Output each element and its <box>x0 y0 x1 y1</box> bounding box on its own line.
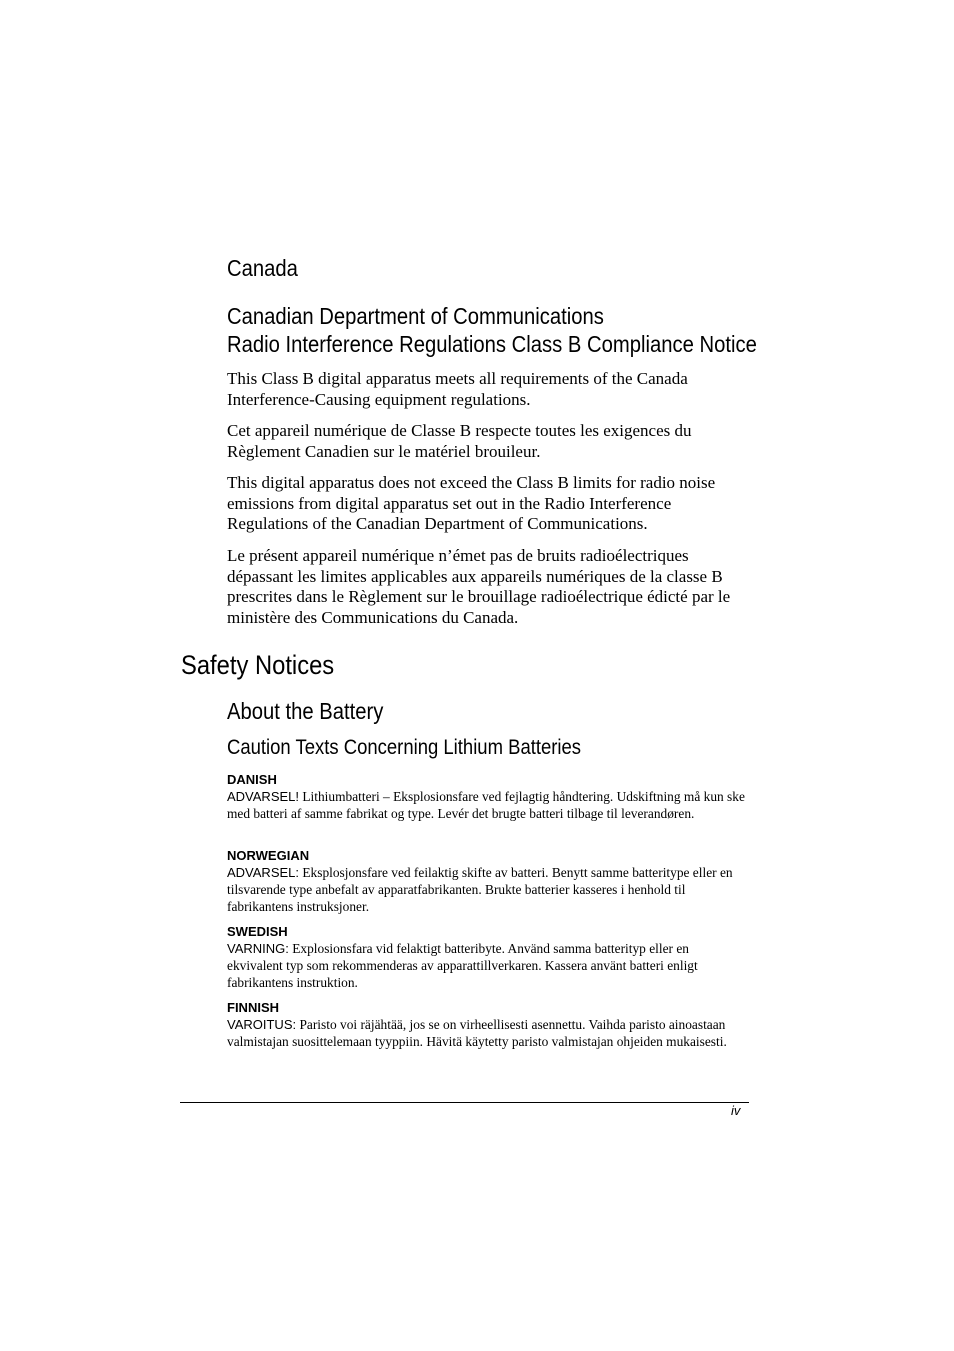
caution-language-label: SWEDISH <box>227 924 288 939</box>
caution-block-norwegian <box>227 848 747 915</box>
page-number: iv <box>731 1103 741 1118</box>
paragraph-class-b-french: Cet appareil numérique de Classe B respecte toutes les exigences du Règlement Canadien sur le matériel brouileur. <box>227 421 692 461</box>
compliance-heading-line1: Canadian Department of Communications <box>227 303 604 329</box>
section-heading-safety-notices: Safety Notices <box>181 650 335 680</box>
caution-body: Explosionsfara vid felaktigt batteribyte. Använd samma batterityp eller en ekvivalent typ som rekommenderas av apparattillverkaren. Kassera använt batteri enligt fabrikantens instruktion. <box>227 941 698 990</box>
caution-lead-word: ADVARSEL: <box>227 865 300 880</box>
section-heading-canada: Canada <box>227 255 298 281</box>
caution-body: Eksplosjonsfare ved feilaktig skifte av batteri. Benytt samme batteritype eller en tilsvarende type anbefalt av apparatfabrikanten. Brukte batterier kasseres i henhold til fabrikantens instruksjoner. <box>227 865 733 914</box>
caution-language-label: NORWEGIAN <box>227 848 310 863</box>
caution-text <box>227 940 747 991</box>
caution-body: Lithiumbatteri – Eksplosionsfare ved fejlagtig håndtering. Udskiftning må kun ske med batteri af samme fabrikat og type. Levér det brugte batteri tilbage til leverandøren. <box>227 789 745 821</box>
caution-block-finnish <box>227 1000 747 1050</box>
caution-language-label: FINNISH <box>227 1000 279 1015</box>
caution-text <box>227 1016 747 1050</box>
caution-lead-word: VAROITUS: <box>227 1017 297 1032</box>
footer-divider <box>180 1102 749 1103</box>
caution-lead-word: ADVARSEL! <box>227 789 300 804</box>
compliance-heading-line2: Radio Interference Regulations Class B Compliance Notice <box>227 331 757 357</box>
caution-language-label: DANISH <box>227 772 277 787</box>
paragraph-class-b-english: This Class B digital apparatus meets all requirements of the Canada Interference-Causing equipment regulations. <box>227 369 688 409</box>
caution-block-swedish <box>227 924 747 991</box>
caution-text <box>227 864 747 915</box>
caution-lead-word: VARNING: <box>227 941 289 956</box>
caution-block-danish <box>227 772 747 822</box>
paragraph-emissions-french: Le présent appareil numérique n’émet pas de bruits radioélectriques dépassant les limites applicables aux appareils numériques de la classe B prescrites dans le Règlement sur le brouillage radioélectrique édicté par le ministère des Communications du Canada. <box>227 546 731 627</box>
paragraph-emissions-english: This digital apparatus does not exceed the Class B limits for radio noise emissions from digital apparatus set out in the Radio Interference Regulations of the Canadian Department of Communications. <box>227 473 716 533</box>
compliance-notice-heading <box>227 302 757 358</box>
caution-body: Paristo voi räjähtää, jos se on virheellisesti asennettu. Vaihda paristo ainoastaan valmistajan suosittelemaan tyyppiin. Hävitä käytetty paristo valmistajan ohjeiden mukaisesti. <box>227 1017 727 1049</box>
subsection-heading-caution-lithium: Caution Texts Concerning Lithium Batteries <box>227 736 582 759</box>
caution-text <box>227 788 747 822</box>
subsection-heading-battery: About the Battery <box>227 698 384 724</box>
